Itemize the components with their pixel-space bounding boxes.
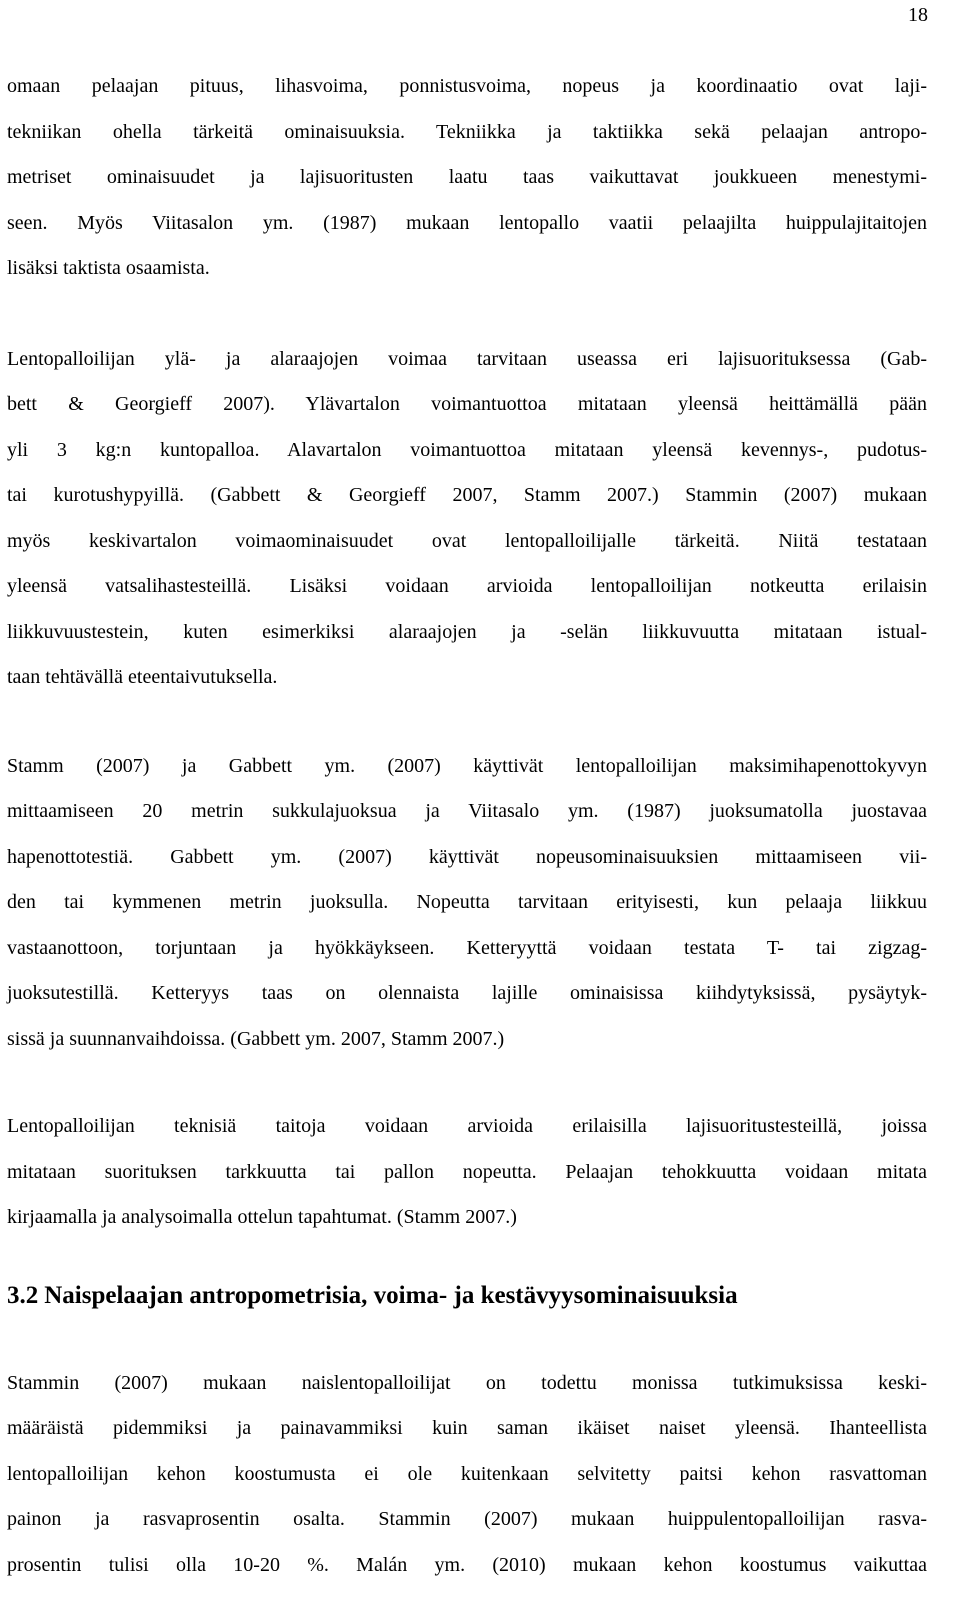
text-line: metriset ominaisuudet ja lajisuoritusten laatu taas vaikuttavat joukkueen menestymi- <box>7 166 927 188</box>
text-line: omaan pelaajan pituus, lihasvoima, ponnistusvoima, nopeus ja koordinaatio ovat laji- <box>7 75 927 97</box>
text-line: yleensä vatsalihastesteillä. Lisäksi voidaan arvioida lentopalloilijan notkeutta erilaisin <box>7 575 927 597</box>
text-line: mitataan suorituksen tarkkuutta tai pallon nopeutta. Pelaajan tehokkuutta voidaan mitata <box>7 1160 927 1183</box>
text-line: taan tehtävällä eteentaivutuksella. <box>7 666 278 688</box>
section-number: 3.2 <box>7 1281 39 1309</box>
text-line: Stammin (2007) mukaan naislentopalloilijat on todettu monissa tutkimuksissa keski- <box>7 1371 927 1394</box>
paragraph-2 <box>7 337 927 701</box>
paragraph-1 <box>7 64 927 292</box>
text-line: Lentopalloilijan ylä- ja alaraajojen voimaa tarvitaan useassa eri lajisuorituksessa (Gab- <box>7 347 927 370</box>
text-line: juoksutestillä. Ketteryys taas on olennaista lajille ominaisissa kiihdytyksissä, pysäytyk- <box>7 982 927 1004</box>
text-line: lentopalloilijan kehon koostumusta ei ole kuitenkaan selvitetty paitsi kehon rasvattoman <box>7 1462 927 1485</box>
text-line: tai kurotushypyillä. (Gabbett & Georgieff 2007, Stamm 2007.) Stammin (2007) mukaan <box>7 484 927 506</box>
text-line: hapenottotestiä. Gabbett ym. (2007) käyttivät nopeusominaisuuksien mittaamiseen vii- <box>7 845 927 868</box>
page-number: 18 <box>908 4 928 26</box>
section-title: Naispelaajan antropometrisia, voima- ja kestävyysominaisuuksia <box>44 1281 738 1309</box>
text-line: Stamm (2007) ja Gabbett ym. (2007) käyttivät lentopalloilijan maksimihapenottokyvyn <box>7 754 927 777</box>
text-line: mittaamiseen 20 metrin sukkulajuoksua ja Viitasalo ym. (1987) juoksumatolla juostavaa <box>7 800 927 822</box>
paragraph-4 <box>7 1104 927 1241</box>
text-line: den tai kymmenen metrin juoksulla. Nopeutta tarvitaan erityisesti, kun pelaaja liikkuu <box>7 891 927 913</box>
section-heading <box>7 1281 927 1321</box>
text-line: Lentopalloilijan teknisiä taitoja voidaan arvioida erilaisilla lajisuoritustesteillä, joissa <box>7 1115 927 1137</box>
paragraph-5 <box>7 1361 927 1589</box>
text-line: yli 3 kg:n kuntopalloa. Alavartalon voimantuottoa mitataan yleensä kevennys-, pudotus- <box>7 438 927 461</box>
text-line: seen. Myös Viitasalon ym. (1987) mukaan lentopallo vaatii pelaajilta huippulajitaitojen <box>7 211 927 234</box>
text-line: prosentin tulisi olla 10-20 %. Malán ym. (2010) mukaan kehon koostumus vaikuttaa <box>7 1553 927 1576</box>
text-line: vastaanottoon, torjuntaan ja hyökkäykseen. Ketteryyttä voidaan testata T- tai zigzag- <box>7 936 927 959</box>
text-line: määräistä pidemmiksi ja painavammiksi kuin saman ikäiset naiset yleensä. Ihanteellista <box>7 1417 927 1439</box>
text-line: kirjaamalla ja analysoimalla ottelun tapahtumat. (Stamm 2007.) <box>7 1206 517 1228</box>
text-line: sissä ja suunnanvaihdoissa. (Gabbett ym. 2007, Stamm 2007.) <box>7 1027 505 1050</box>
text-line: painon ja rasvaprosentin osalta. Stammin (2007) mukaan huippulentopalloilijan rasva- <box>7 1508 927 1530</box>
text-line: myös keskivartalon voimaominaisuudet ovat lentopalloilijalle tärkeitä. Niitä testataan <box>7 529 927 552</box>
text-line: bett & Georgieff 2007). Ylävartalon voimantuottoa mitataan yleensä heittämällä pään <box>7 393 927 415</box>
paragraph-3 <box>7 744 927 1063</box>
text-line: tekniikan ohella tärkeitä ominaisuuksia. Tekniikka ja taktiikka sekä pelaajan antropo- <box>7 120 927 143</box>
document-body <box>7 64 927 1588</box>
text-line: liikkuvuustestein, kuten esimerkiksi alaraajojen ja -selän liikkuvuutta mitataan istual- <box>7 620 927 643</box>
text-line: lisäksi taktista osaamista. <box>7 257 210 279</box>
